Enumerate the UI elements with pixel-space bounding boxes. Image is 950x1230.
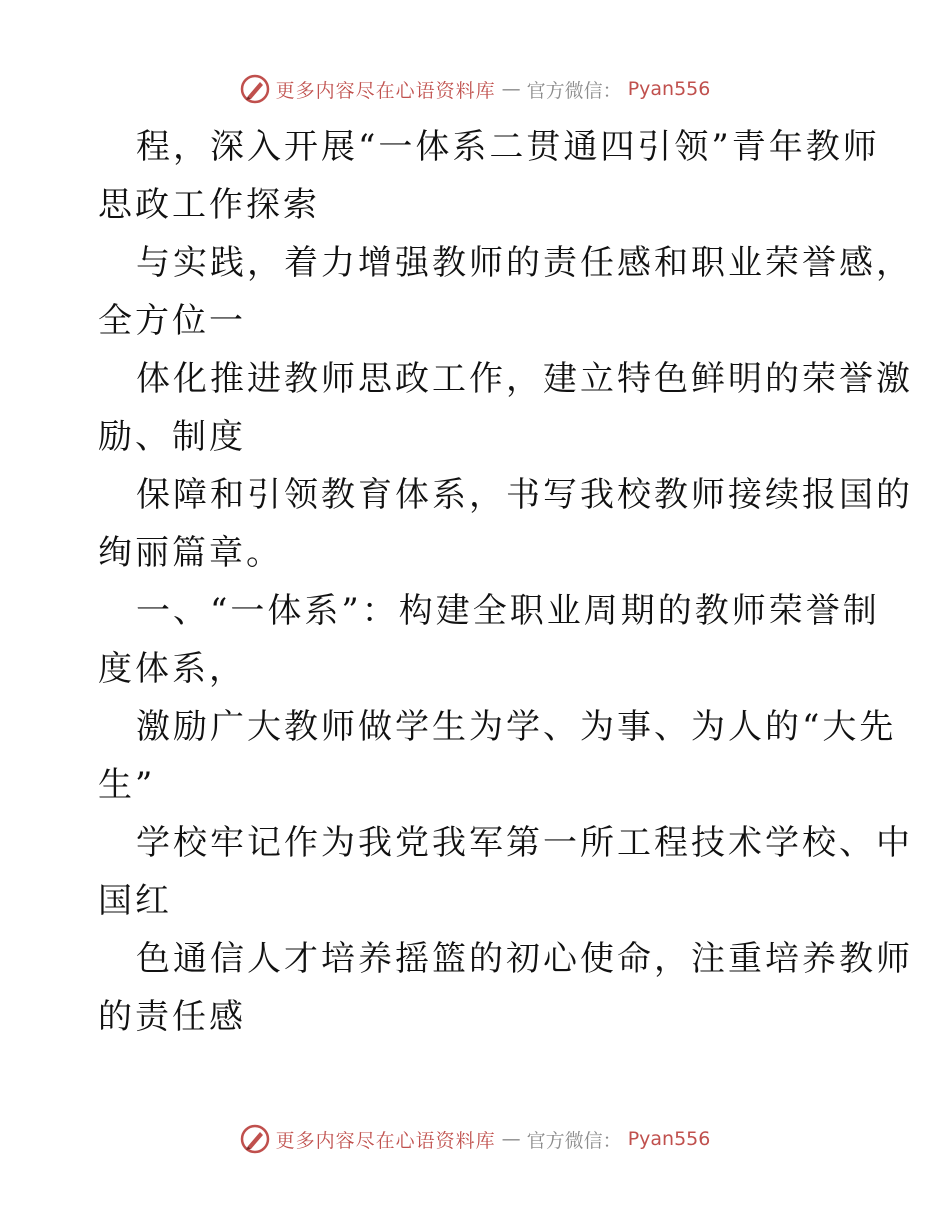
paragraph-line: 学校牢记作为我党我军第一所工程技术学校、中: [136, 823, 913, 863]
paragraph-line: 保障和引领教育体系，书写我校教师接续报国的: [136, 475, 913, 515]
paragraph-line: 与实践，着力增强教师的责任感和职业荣誉感，: [136, 243, 913, 283]
paragraph-line: 程，深入开展“一体系二贯通四引领”青年教师: [136, 127, 880, 167]
paragraph-line: 国红: [98, 881, 172, 921]
paragraph-line: 的责任感: [98, 997, 246, 1037]
watermark-text: 更多内容尽在心语资料库: [275, 1129, 496, 1152]
header-watermark: [0, 74, 950, 104]
paragraph-line: 全方位一: [98, 301, 246, 341]
paragraph-line: 绚丽篇章。: [98, 533, 283, 573]
pen-logo-icon: [240, 74, 270, 104]
watermark-separator: —: [501, 1128, 521, 1150]
watermark-subtext: 官方微信：: [526, 1129, 622, 1152]
watermark-wechat-id: Pyan556: [627, 78, 711, 100]
watermark-text: 更多内容尽在心语资料库: [275, 79, 496, 102]
paragraph-line: 生”: [98, 765, 156, 805]
watermark-subtext: 官方微信：: [526, 79, 622, 102]
paragraph-line: 激励广大教师做学生为学、为事、为人的“大先: [136, 707, 897, 747]
paragraph-line: 色通信人才培养摇篮的初心使命，注重培养教师: [136, 939, 913, 979]
watermark-wechat-id: Pyan556: [627, 1128, 711, 1150]
watermark-separator: —: [501, 78, 521, 100]
paragraph-line: 励、制度: [98, 417, 246, 457]
paragraph-line: 体化推进教师思政工作，建立特色鲜明的荣誉激: [136, 359, 913, 399]
footer-watermark: [0, 1124, 950, 1154]
section-heading-line: 度体系，: [98, 649, 246, 689]
pen-logo-icon: [240, 1124, 270, 1154]
document-body: [98, 118, 913, 1046]
section-heading-line: 一、“一体系”：构建全职业周期的教师荣誉制: [136, 591, 880, 631]
paragraph-line: 思政工作探索: [98, 185, 320, 225]
